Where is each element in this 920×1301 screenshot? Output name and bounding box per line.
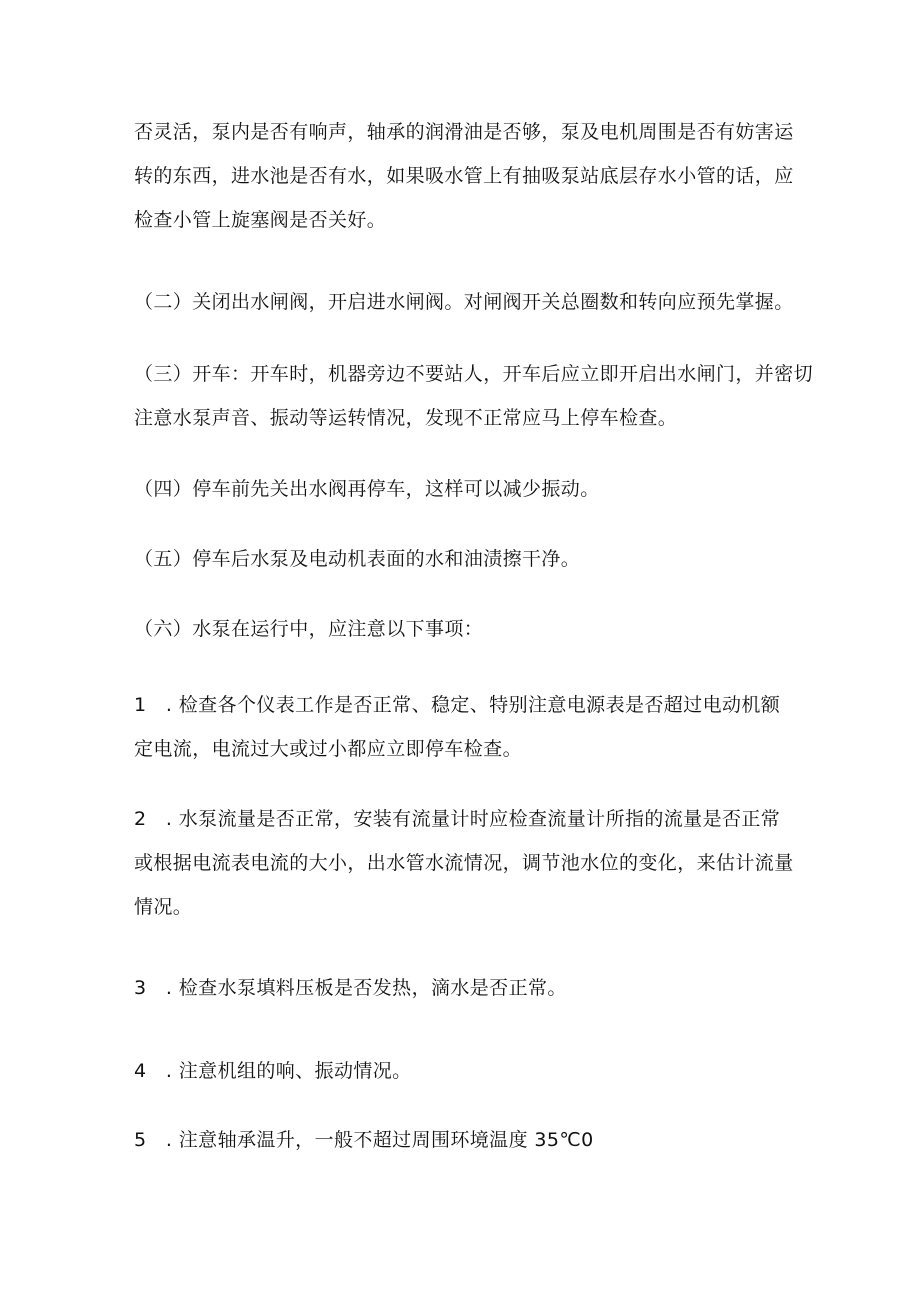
paragraph-item-5 (134, 1118, 814, 1162)
paragraph-item-3 (134, 966, 814, 1010)
paragraph-item-2 (134, 797, 814, 929)
text-line: （三）开车：开车时，机器旁边不要站人，开车后应立即开启出水闸门，并密切 (134, 363, 814, 385)
text-line: 4 . 注意机组的响、振动情况。 (134, 1060, 412, 1082)
paragraph-step-3 (134, 352, 814, 440)
paragraph-step-6 (134, 607, 814, 651)
text-line: 2 . 水泵流量是否正常，安装有流量计时应检查流量计所指的流量是否正常 (134, 808, 781, 830)
paragraph-step-5 (134, 537, 814, 581)
text-line: 或根据电流表电流的大小，出水管水流情况，调节池水位的变化，来估计流量 (134, 852, 794, 874)
paragraph-step-4 (134, 467, 814, 511)
paragraph-step-2 (134, 280, 814, 324)
paragraph-item-4 (134, 1049, 814, 1093)
text-line: 注意水泵声音、振动等运转情况，发现不正常应马上停车检查。 (134, 407, 678, 429)
text-line: 1 . 检查各个仪表工作是否正常、稳定、特别注意电源表是否超过电动机额 (134, 694, 781, 716)
text-line: 定电流，电流过大或过小都应立即停车检查。 (134, 738, 523, 760)
text-line: 情况。 (134, 896, 193, 918)
text-line: （五）停车后水泵及电动机表面的水和油渍擦干净。 (134, 548, 581, 570)
text-line: 5 . 注意轴承温升，一般不超过周围环境温度 35℃0 (134, 1129, 594, 1151)
text-line: 检查小管上旋塞阀是否关好。 (134, 209, 387, 231)
text-line: （六）水泵在运行中，应注意以下事项： (134, 618, 484, 640)
text-line: 转的东西，进水池是否有水，如果吸水管上有抽吸泵站底层存水小管的话，应 (134, 165, 794, 187)
paragraph-item-1 (134, 683, 814, 771)
paragraph-pump-check-continued (134, 110, 814, 242)
text-line: （二）关闭出水闸阀，开启进水闸阀。对闸阀开关总圈数和转向应预先掌握。 (134, 291, 794, 313)
text-line: （四）停车前先关出水阀再停车，这样可以减少振动。 (134, 478, 600, 500)
text-line: 3 . 检查水泵填料压板是否发热，滴水是否正常。 (134, 977, 567, 999)
text-line: 否灵活，泵内是否有响声，轴承的润滑油是否够，泵及电机周围是否有妨害运 (134, 121, 794, 143)
